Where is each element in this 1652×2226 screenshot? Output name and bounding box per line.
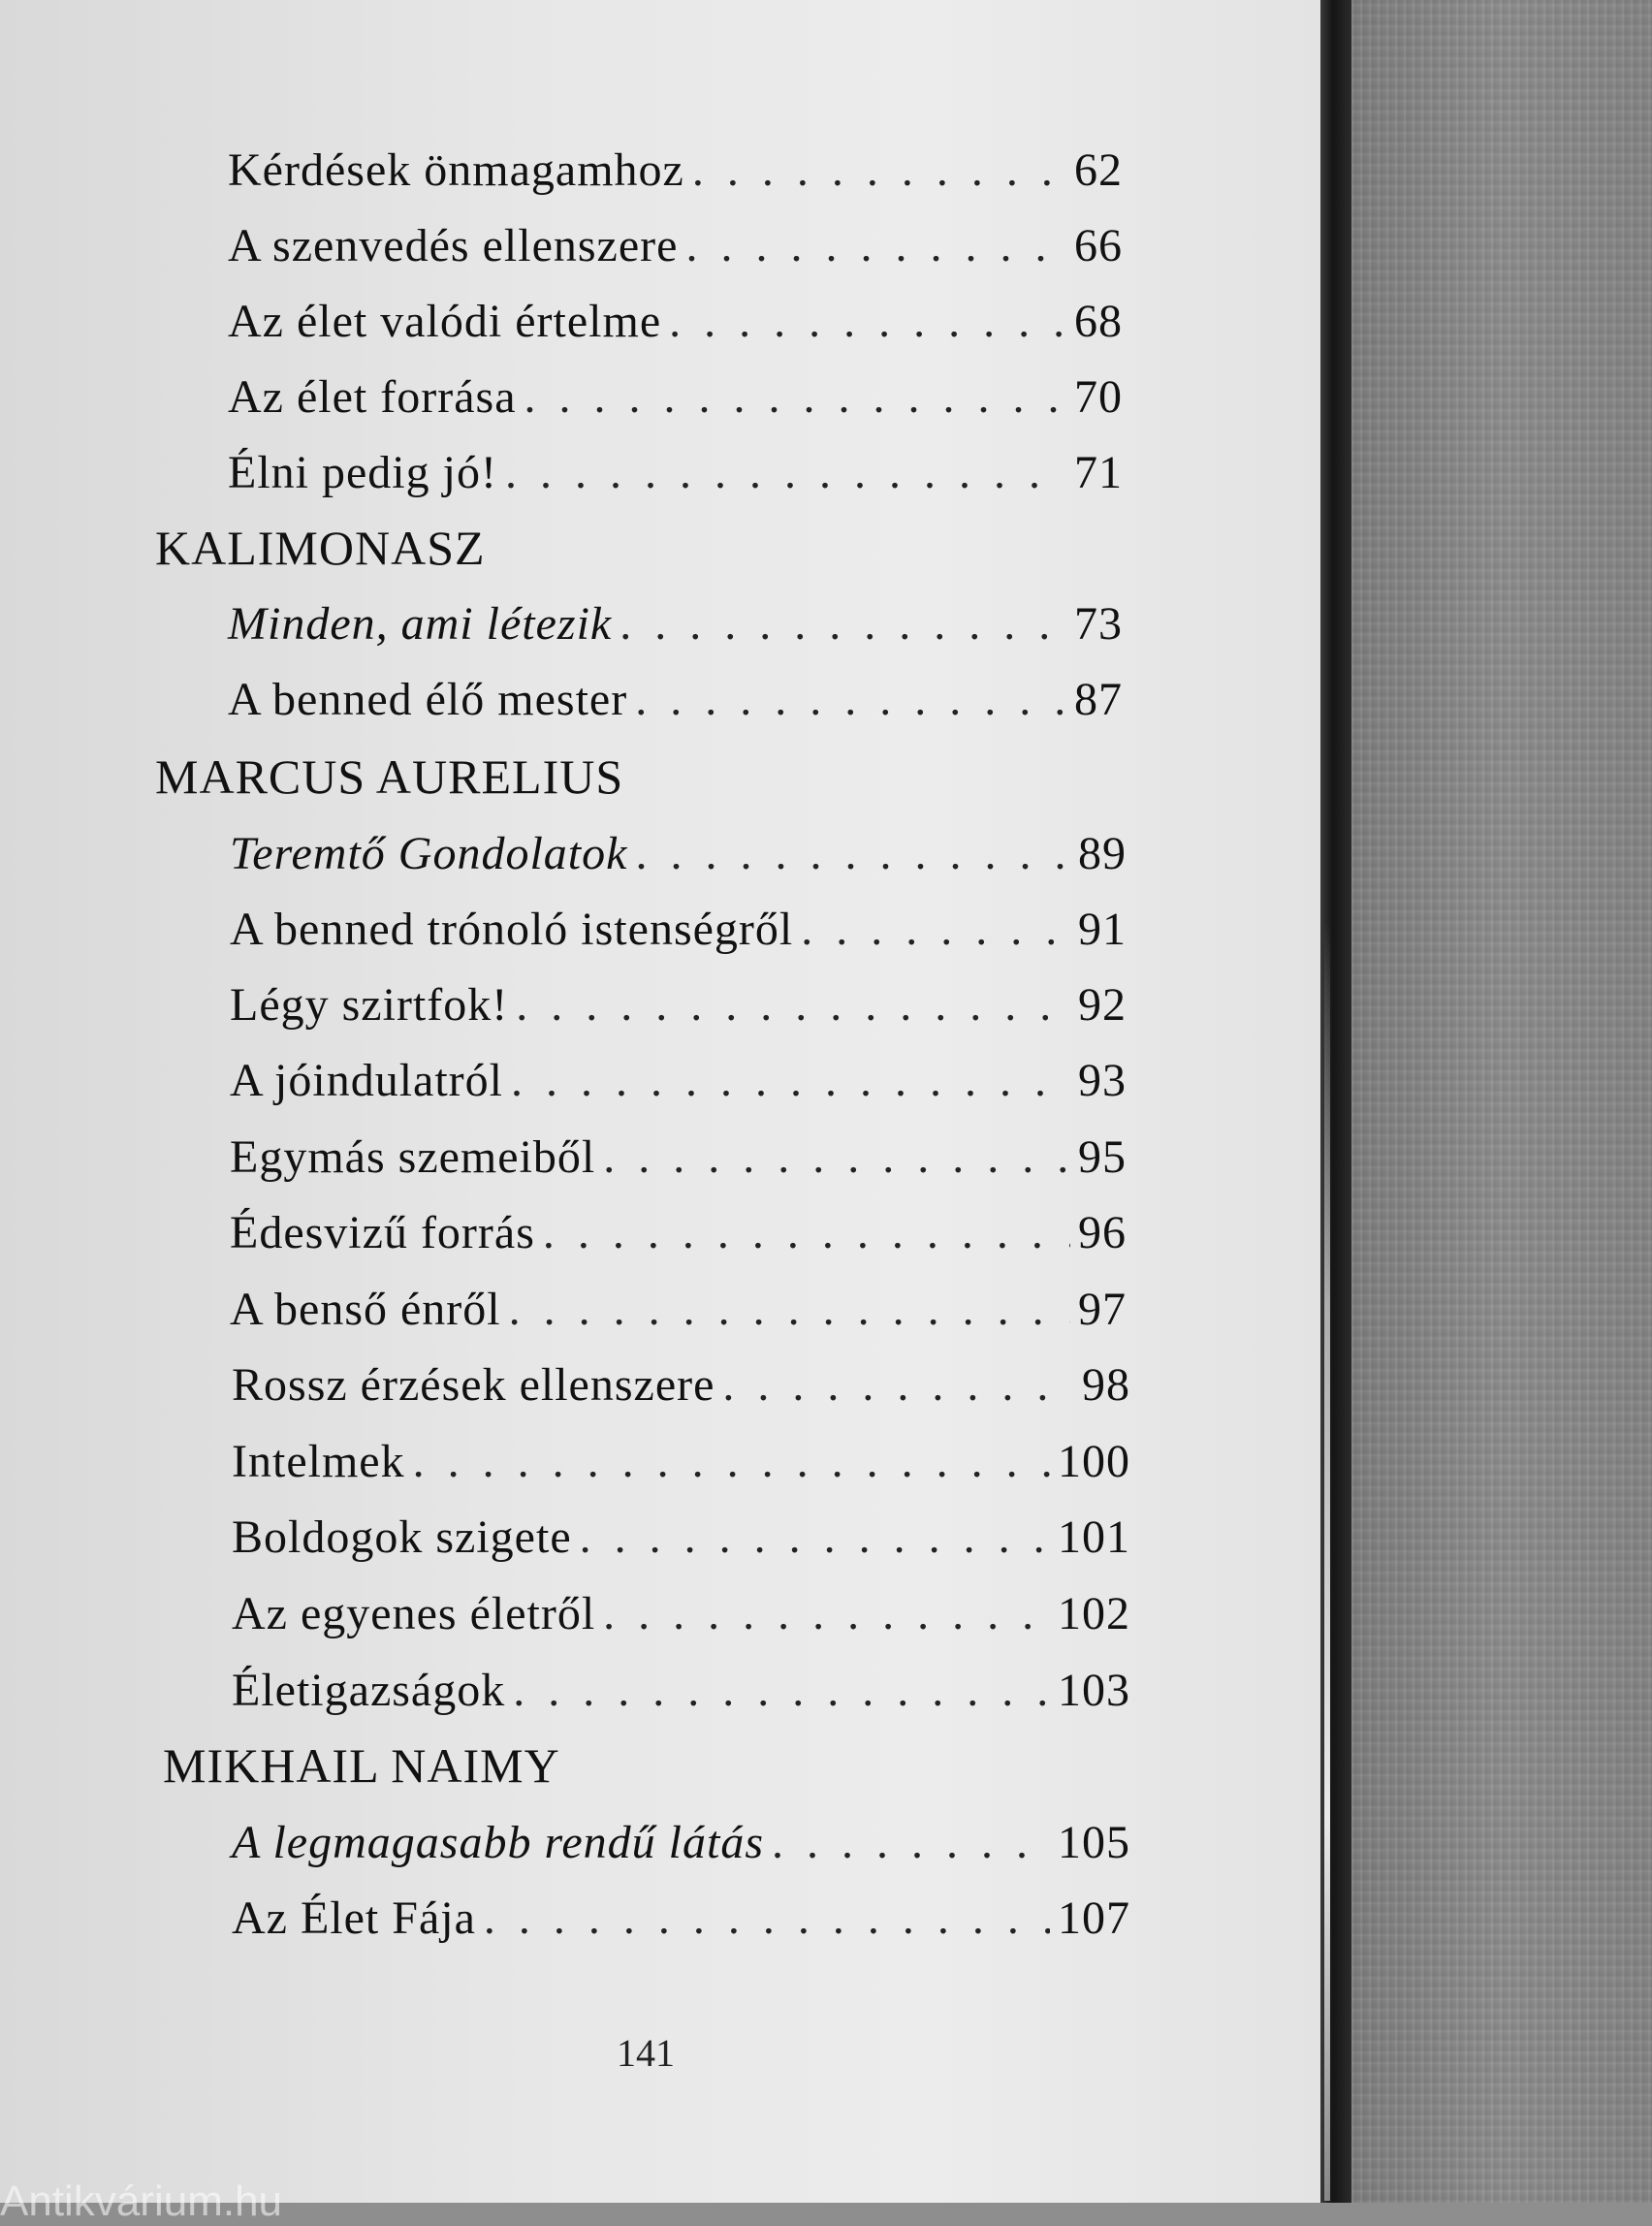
dot-leader — [516, 978, 1070, 1032]
toc-entry-title: Intelmek — [232, 1436, 405, 1487]
toc-entry-title: Édesvizű forrás — [230, 1207, 535, 1258]
section-heading: MIKHAIL NAIMY — [163, 1738, 560, 1793]
dot-leader — [801, 903, 1070, 956]
toc-entry-title: Az élet valódi értelme — [228, 296, 662, 347]
toc-entry-title: Rossz érzések ellenszere — [232, 1359, 715, 1411]
toc-entry-page: 70 — [1074, 371, 1123, 423]
toc-entry-title: Minden, ami létezik — [228, 598, 613, 650]
toc-entry-title: Az egyenes életről — [232, 1588, 596, 1639]
toc-entry-title: A benső énről — [230, 1284, 501, 1335]
toc-entry-page: 91 — [1078, 904, 1127, 955]
watermark: Antikvárium.hu — [0, 2178, 283, 2225]
toc-entry-page: 66 — [1074, 220, 1123, 271]
toc-entry-page: 89 — [1078, 828, 1127, 879]
toc-entry-title: Az élet forrása — [228, 371, 517, 423]
dot-leader — [524, 370, 1067, 424]
toc-entry-title: Kérdések önmagamhoz — [228, 144, 684, 196]
dot-leader — [413, 1435, 1050, 1488]
toc-entry — [230, 1283, 1127, 1336]
toc-entry-page: 97 — [1078, 1284, 1127, 1335]
toc-entry-title: A benned trónoló istenségről — [230, 904, 794, 955]
toc-entry — [232, 1358, 1130, 1412]
dot-leader — [603, 1587, 1050, 1640]
toc-entry — [228, 446, 1123, 499]
toc-entry-page: 92 — [1078, 979, 1127, 1031]
toc-entry-page: 107 — [1058, 1892, 1130, 1944]
toc-entry-title: A benned élő mester — [228, 674, 628, 725]
toc-entry-title: Teremtő Gondolatok — [230, 828, 628, 879]
toc-entry-page: 101 — [1058, 1511, 1130, 1563]
section-heading: KALIMONASZ — [155, 521, 486, 575]
toc-entry-title: A jóindulatról — [230, 1055, 503, 1106]
dot-leader — [620, 597, 1066, 651]
toc-entry — [228, 143, 1123, 197]
toc-entry — [230, 903, 1127, 956]
toc-entry — [228, 295, 1123, 348]
dot-leader — [722, 1358, 1074, 1412]
page-number: 141 — [617, 2031, 675, 2075]
dot-leader — [505, 446, 1066, 499]
book-cover-background — [1351, 0, 1652, 2203]
toc-entry-page: 103 — [1058, 1665, 1130, 1716]
toc-entry-title: Élni pedig jó! — [228, 447, 497, 498]
toc-entry — [232, 1510, 1130, 1564]
toc-entry-title: Az Élet Fája — [232, 1892, 476, 1944]
toc-entry-page: 93 — [1078, 1055, 1127, 1106]
toc-entry — [230, 827, 1127, 880]
dot-leader — [635, 673, 1066, 726]
dot-leader — [603, 1130, 1070, 1184]
toc-entry — [228, 673, 1123, 726]
toc-entry-title: Légy szirtfok! — [230, 979, 509, 1031]
toc-entry — [228, 219, 1123, 272]
toc-entry-page: 100 — [1058, 1436, 1130, 1487]
dot-leader — [484, 1892, 1050, 1945]
toc-entry-page: 62 — [1074, 144, 1123, 196]
toc-entry — [232, 1587, 1130, 1640]
dot-leader — [669, 295, 1066, 348]
toc-entry-page: 73 — [1074, 598, 1123, 650]
toc-entry — [230, 1206, 1127, 1259]
toc-entry — [232, 1892, 1130, 1945]
toc-entry-page: 98 — [1082, 1359, 1130, 1411]
toc-entry-title: A legmagasabb rendű látás — [232, 1817, 764, 1868]
dot-leader — [635, 827, 1070, 880]
toc-entry — [230, 1054, 1127, 1107]
toc-entry — [232, 1435, 1130, 1488]
dot-leader — [685, 219, 1066, 272]
toc-entry-page: 96 — [1078, 1207, 1127, 1258]
dot-leader — [543, 1206, 1070, 1259]
dot-leader — [513, 1664, 1050, 1717]
toc-entry-title: Életigazságok — [232, 1665, 506, 1716]
toc-entry — [232, 1816, 1130, 1869]
toc-entry-title: Boldogok szigete — [232, 1511, 572, 1563]
toc-entry-page: 102 — [1058, 1588, 1130, 1639]
spine-highlight — [1324, 921, 1330, 2201]
toc-entry — [232, 1664, 1130, 1717]
dot-leader — [511, 1054, 1070, 1107]
toc-entry-page: 105 — [1058, 1817, 1130, 1868]
section-heading: MARCUS AURELIUS — [155, 749, 624, 804]
toc-entry — [228, 370, 1123, 424]
toc-entry-page: 95 — [1078, 1131, 1127, 1183]
toc-entry-title: Egymás szemeiből — [230, 1131, 596, 1183]
toc-entry-title: A szenvedés ellenszere — [228, 220, 679, 271]
toc-entry — [230, 978, 1127, 1032]
dot-leader — [580, 1510, 1050, 1564]
toc-entry — [230, 1130, 1127, 1184]
toc-entry-page: 68 — [1074, 296, 1123, 347]
toc-entry-page: 87 — [1074, 674, 1123, 725]
toc-entry-page: 71 — [1074, 447, 1123, 498]
toc-entry — [228, 597, 1123, 651]
dot-leader — [509, 1283, 1070, 1336]
dot-leader — [772, 1816, 1050, 1869]
dot-leader — [692, 143, 1066, 197]
